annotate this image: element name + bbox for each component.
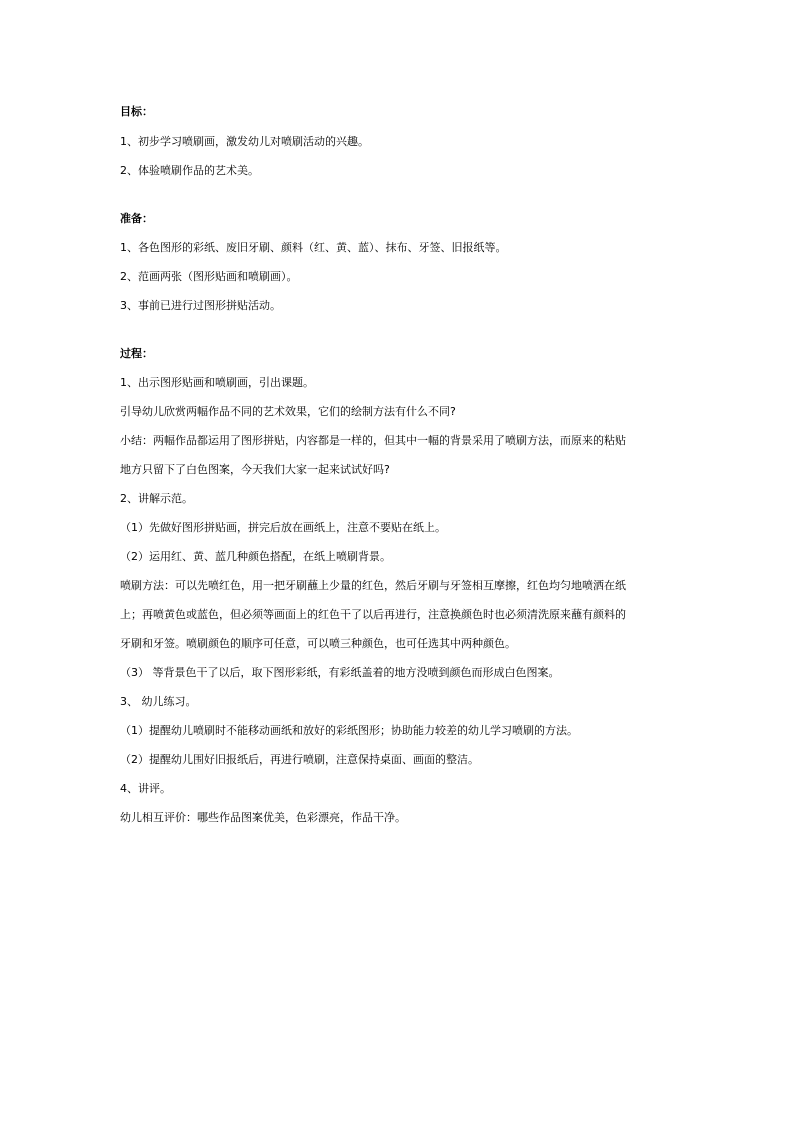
process-line-10: 牙刷和牙签。喷刷颜色的顺序可任意，可以喷三种颜色，也可任选其中两种颜色。	[120, 637, 516, 650]
process-line-11: （3） 等背景色干了以后，取下图形彩纸，有彩纸盖着的地方没喷到颜色而形成白色图案。	[120, 666, 560, 679]
process-line-16: 幼儿相互评价：哪些作品图案优美，色彩漂亮，作品干净。	[120, 811, 406, 824]
process-line-9: 上；再喷黄色或蓝色，但必须等画面上的红色干了以后再进行，注意换颜色时也必须清洗原来蘸有颜料的	[120, 608, 626, 621]
process-line-4: 地方只留下了白色图案，今天我们大家一起来试试好吗?	[120, 463, 390, 476]
process-line-6: （1）先做好图形拼贴画，拼完后放在画纸上，注意不要贴在纸上。	[120, 521, 446, 534]
process-line-2: 引导幼儿欣赏两幅作品不同的艺术效果，它们的绘制方法有什么不同?	[120, 405, 456, 418]
preparation-item-3: 3、事前已进行过图形拼贴活动。	[120, 299, 281, 312]
preparation-item-2: 2、范画两张（图形贴画和喷刷画）。	[120, 270, 298, 283]
process-line-8: 喷刷方法：可以先喷红色，用一把牙刷蘸上少量的红色，然后牙刷与牙签相互摩擦，红色均匀地喷洒在纸	[120, 579, 626, 592]
process-line-1: 1、出示图形贴画和喷刷画，引出课题。	[120, 376, 314, 389]
process-heading: 过程：	[120, 347, 153, 360]
process-line-7: （2）运用红、黄、蓝几种颜色搭配，在纸上喷刷背景。	[120, 550, 391, 563]
process-line-13: （1）提醒幼儿喷刷时不能移动画纸和放好的彩纸图形；协助能力较差的幼儿学习喷刷的方法。	[120, 724, 578, 737]
goals-heading: 目标：	[120, 105, 153, 118]
process-line-5: 2、讲解示范。	[120, 492, 193, 505]
goal-item-2: 2、体验喷刷作品的艺术美。	[120, 164, 259, 177]
process-line-3: 小结：两幅作品都运用了图形拼贴，内容都是一样的，但其中一幅的背景采用了喷刷方法，而原来的粘贴	[120, 434, 626, 447]
goal-item-1: 1、初步学习喷刷画，激发幼儿对喷刷活动的兴趣。	[120, 135, 369, 148]
process-line-15: 4、讲评。	[120, 782, 171, 795]
preparation-item-1: 1、各色图形的彩纸、废旧牙刷、颜料（红、黄、蓝）、抹布、牙签、旧报纸等。	[120, 241, 507, 254]
process-line-14: （2）提醒幼儿围好旧报纸后，再进行喷刷，注意保持桌面、画面的整洁。	[120, 753, 479, 766]
process-line-12: 3、 幼儿练习。	[120, 695, 197, 708]
preparation-heading: 准备：	[120, 212, 153, 225]
